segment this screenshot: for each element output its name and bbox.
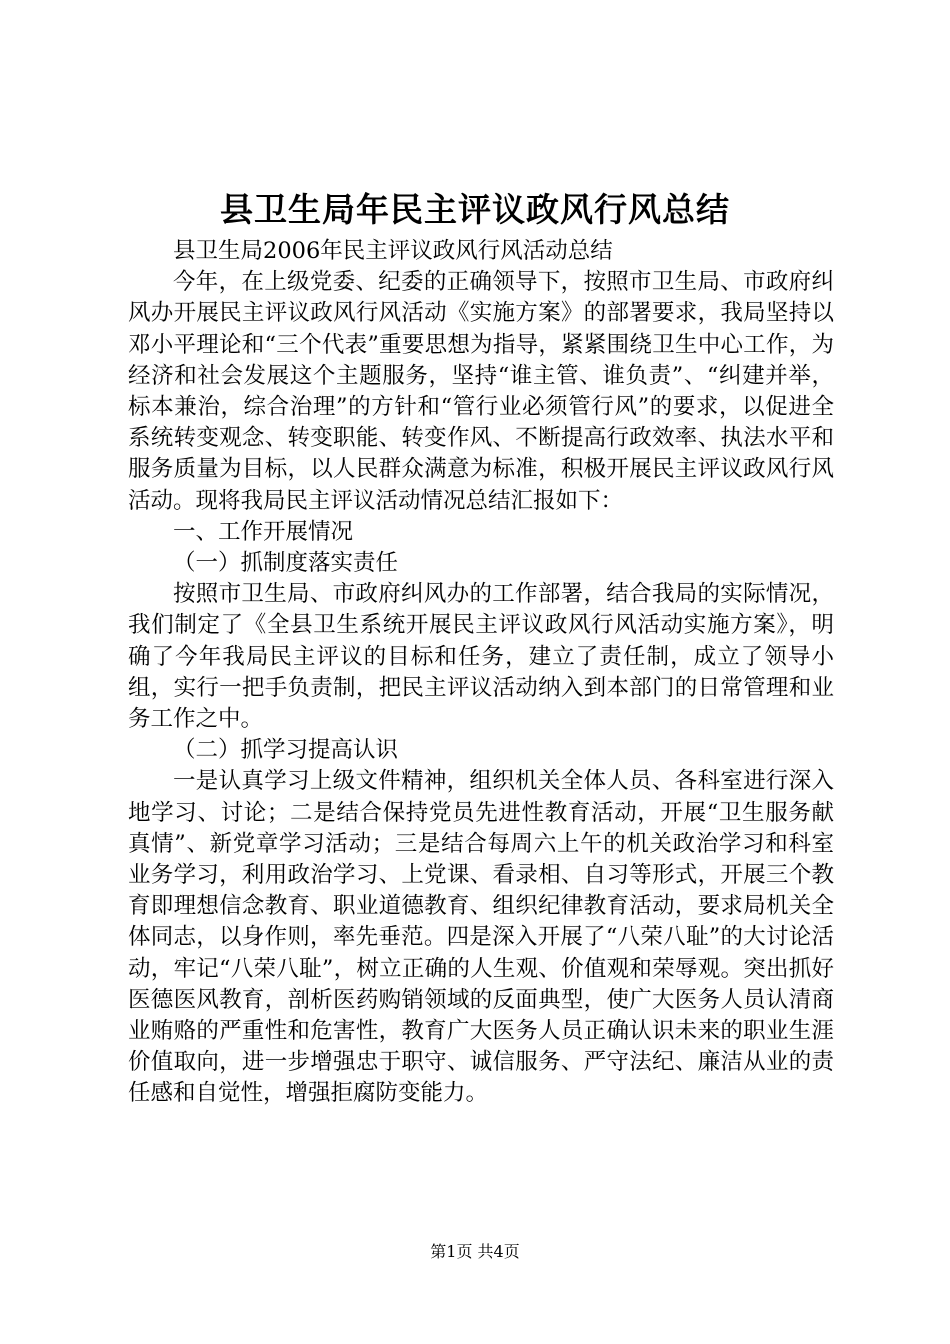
page-number-footer: 第1页 共4页 [430, 1242, 520, 1261]
document-title: 县卫生局年民主评议政风行风总结 [220, 190, 730, 229]
document-body [128, 236, 834, 1110]
section-heading: 一、工作开展情况 [173, 518, 354, 545]
body-paragraph: 按照市卫生局、市政府纠风办的工作部署，结合我局的实际情况，我们制定了《全县卫生系统开展民主评议政风行风活动实施方案》，明确了今年我局民主评议的目标和任务，建立了责任制，成立了领导小组，实行一把手负责制，把民主评议活动纳入到本部门的日常管理和业务工作之中。 [128, 581, 834, 733]
subsection-heading: （二）抓学习提高认识 [173, 737, 399, 764]
intro-paragraph: 今年，在上级党委、纪委的正确领导下，按照市卫生局、市政府纠风办开展民主评议政风行风活动《实施方案》的部署要求，我局坚持以邓小平理论和“三个代表”重要思想为指导，紧紧围绕卫生中心工作，为经济和社会发展这个主题服务，坚持“谁主管、谁负责”、“纠建并举，标本兼治，综合治理”的方针和“管行业必须管行风”的要求，以促进全系统转变观念、转变职能、转变作风、不断提高行政效率、执法水平和服务质量为目标，以人民群众满意为标准，积极开展民主评议政风行风活动。现将我局民主评议活动情况总结汇报如下： [128, 269, 834, 514]
subtitle-paragraph: 县卫生局2006年民主评议政风行风活动总结 [173, 238, 613, 264]
subsection-heading: （一）抓制度落实责任 [173, 550, 399, 577]
body-paragraph: 一是认真学习上级文件精神，组织机关全体人员、各科室进行深入地学习、讨论；二是结合保持党员先进性教育活动，开展“卫生服务献真情”、新党章学习活动；三是结合每周六上午的机关政治学习和科室业务学习，利用政治学习、上党课、看录相、自习等形式，开展三个教育即理想信念教育、职业道德教育、组织纪律教育活动，要求局机关全体同志，以身作则，率先垂范。四是深入开展了“八荣八耻”的大讨论活动，牢记“八荣八耻”，树立正确的人生观、价值观和荣辱观。突出抓好医德医风教育，剖析医药购销领域的反面典型，使广大医务人员认清商业贿赂的严重性和危害性，教育广大医务人员正确认识未来的职业生涯价值取向，进一步增强忠于职守、诚信服务、严守法纪、廉洁从业的责任感和自觉性，增强拒腐防变能力。 [128, 768, 834, 1107]
